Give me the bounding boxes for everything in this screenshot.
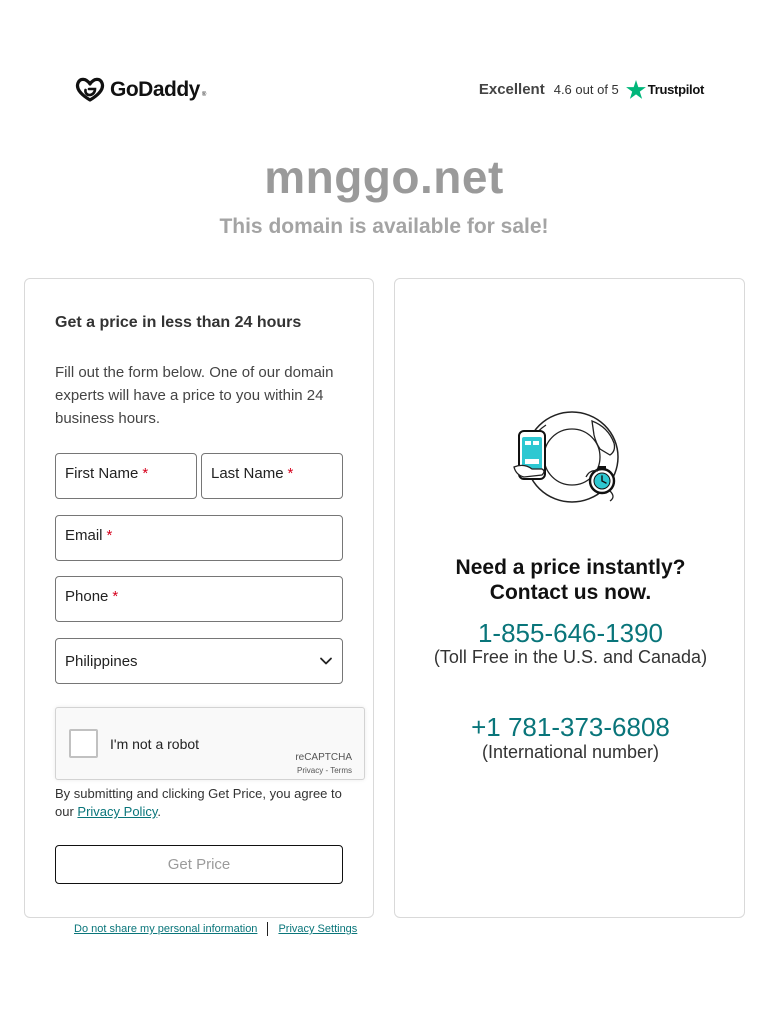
domain-availability-subtitle: This domain is available for sale!: [219, 215, 549, 238]
domain-name-title: mnggo.net: [264, 151, 504, 203]
consent-prefix: By submitting and clicking Get Price, you agree to our: [55, 786, 342, 819]
logo-wordmark: GoDaddy: [110, 78, 200, 101]
required-marker: *: [106, 527, 113, 544]
do-not-share-link[interactable]: Do not share my personal information: [74, 923, 258, 935]
privacy-policy-link[interactable]: Privacy Policy: [77, 804, 158, 819]
footer-divider: [267, 922, 268, 936]
consent-suffix: .: [157, 804, 161, 819]
footer-links: [74, 922, 357, 936]
trustpilot-rating[interactable]: [479, 80, 704, 99]
form-description: Fill out the form below. One of our domain experts will have a price to you within 24 business hours.: [55, 364, 334, 427]
required-marker: *: [112, 588, 119, 605]
contact-heading-line1: Need a price instantly?: [455, 556, 686, 579]
phone-field[interactable]: [55, 576, 343, 622]
required-marker: *: [287, 465, 294, 482]
consent-text: [55, 785, 355, 821]
phone-clock-illustration: [512, 407, 622, 507]
recaptcha-links[interactable]: Privacy - Terms: [297, 766, 352, 775]
phone-label: Phone: [65, 588, 109, 605]
required-marker: *: [142, 465, 149, 482]
recaptcha-brand: reCAPTCHA: [295, 752, 352, 763]
contact-heading-line2: Contact us now.: [489, 581, 652, 604]
chevron-down-icon: [319, 654, 333, 668]
recaptcha-widget: [55, 707, 365, 780]
last-name-label: Last Name: [211, 465, 284, 482]
privacy-settings-link[interactable]: Privacy Settings: [278, 923, 358, 935]
tollfree-phone-link[interactable]: 1-855-646-1390: [477, 618, 664, 648]
international-phone-note: (International number): [481, 742, 660, 762]
logo-trademark: ®: [201, 92, 207, 98]
country-select-value: Philippines: [65, 652, 138, 670]
email-field[interactable]: [55, 515, 343, 561]
trust-rating-word: Excellent: [478, 81, 545, 98]
last-name-field[interactable]: [201, 453, 343, 499]
trust-score: 4.6 out of 5: [553, 82, 619, 97]
page-header: [0, 74, 768, 108]
recaptcha-checkbox[interactable]: [69, 729, 98, 758]
price-request-form-card: [24, 278, 374, 918]
get-price-button[interactable]: Get Price: [55, 845, 343, 884]
tollfree-phone-note: (Toll Free in the U.S. and Canada): [433, 647, 708, 667]
first-name-label: First Name: [65, 465, 139, 482]
country-select[interactable]: [55, 638, 343, 684]
international-phone-link[interactable]: +1 781-373-6808: [471, 712, 670, 742]
contact-heading: [395, 555, 746, 605]
first-name-field[interactable]: [55, 453, 197, 499]
godaddy-logo-icon: [74, 76, 106, 104]
email-label: Email: [65, 527, 103, 544]
trustpilot-star-icon: [626, 80, 646, 99]
contact-card: [394, 278, 745, 918]
recaptcha-label: I'm not a robot: [110, 736, 200, 752]
trustpilot-wordmark: Trustpilot: [647, 82, 704, 97]
form-heading: Get a price in less than 24 hours: [55, 314, 302, 331]
godaddy-logo[interactable]: [74, 76, 206, 104]
